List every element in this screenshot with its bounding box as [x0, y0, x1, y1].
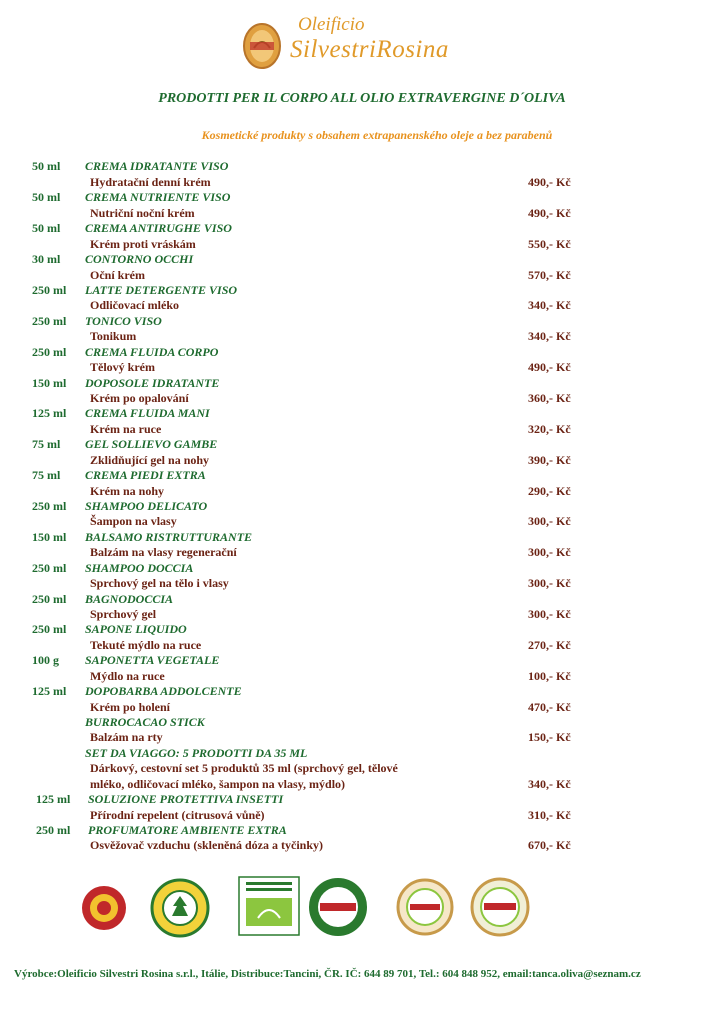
- product-desc-row: [0, 808, 724, 823]
- travel-set-name: SET DA VIAGGO: 5 PRODOTTI DA 35 ML: [85, 746, 308, 760]
- travel-set-name-row: [0, 746, 724, 761]
- travel-set-desc-2: mléko, odličovací mléko, šampon na vlasy, mýdlo): [90, 777, 346, 791]
- product-volume: 150 ml: [32, 376, 67, 390]
- certification-badges: [70, 872, 630, 942]
- product-name: CREMA FLUIDA MANI: [85, 406, 210, 420]
- product-volume: 250 ml: [32, 314, 67, 328]
- page-title: PRODOTTI PER IL CORPO ALL OLIO EXTRAVERGINE D´OLIVA: [158, 91, 566, 106]
- product-name: CREMA PIEDI EXTRA: [85, 468, 206, 482]
- product-desc-row: [0, 391, 724, 406]
- product-price: 300,- Kč: [528, 576, 571, 590]
- dop-seal-icon: [80, 884, 128, 932]
- product-name-row: [0, 622, 724, 637]
- product-name: PROFUMATORE AMBIENTE EXTRA: [88, 823, 287, 837]
- product-desc-row: [0, 422, 724, 437]
- product-name-row: [0, 159, 724, 174]
- product-price: 470,- Kč: [528, 700, 571, 714]
- igp-leaf-seal-icon: [150, 878, 210, 938]
- product-volume: 50 ml: [32, 221, 61, 235]
- product-desc: Tělový krém: [90, 360, 155, 374]
- olive-emblem-icon: [240, 18, 284, 72]
- product-price: 290,- Kč: [528, 484, 571, 498]
- product-volume: 250 ml: [32, 283, 67, 297]
- product-volume: 75 ml: [32, 437, 61, 451]
- product-price: 490,- Kč: [528, 360, 571, 374]
- product-name: SAPONE LIQUIDO: [85, 622, 187, 636]
- product-name-row: [0, 406, 724, 421]
- product-name: LATTE DETERGENTE VISO: [85, 283, 238, 297]
- product-price: 340,- Kč: [528, 298, 571, 312]
- product-desc-row: [0, 607, 724, 622]
- product-desc: Oční krém: [90, 268, 145, 282]
- product-name-row: [0, 221, 724, 236]
- product-name: BALSAMO RISTRUTTURANTE: [85, 530, 253, 544]
- product-name-row: [0, 530, 724, 545]
- product-volume: 125 ml: [32, 684, 67, 698]
- product-name: DOPOSOLE IDRATANTE: [85, 376, 220, 390]
- product-name-row: [0, 376, 724, 391]
- travel-set-desc-row: [0, 761, 724, 776]
- product-name: SOLUZIONE PROTETTIVA INSETTI: [88, 792, 284, 806]
- product-price: 340,- Kč: [528, 329, 571, 343]
- product-desc: Přírodní repelent (citrusová vůně): [90, 808, 265, 822]
- footer-contact: Výrobce:Oleificio Silvestri Rosina s.r.l., Itálie, Distribuce:Tancini, ČR. IČ: 644 89 701, Tel.: 604 848 952, email:tanca.oliva@seznam.cz: [14, 968, 641, 980]
- product-price: 570,- Kč: [528, 268, 571, 282]
- product-price: 300,- Kč: [528, 607, 571, 621]
- product-price: 390,- Kč: [528, 453, 571, 467]
- product-name: CREMA FLUIDA CORPO: [85, 345, 219, 359]
- product-desc: Nutriční noční krém: [90, 206, 195, 220]
- product-desc-row: [0, 638, 724, 653]
- product-name-row: [0, 190, 724, 205]
- product-desc: Krém po holení: [90, 700, 170, 714]
- product-desc: Balzám na vlasy regenerační: [90, 545, 237, 559]
- product-price: 100,- Kč: [528, 669, 571, 683]
- product-desc: Mýdlo na ruce: [90, 669, 165, 683]
- product-desc-row: [0, 360, 724, 375]
- product-desc-row: [0, 453, 724, 468]
- product-desc: Osvěžovač vzduchu (skleněná dóza a tyčinky): [90, 838, 324, 852]
- product-desc: Zklidňující gel na nohy: [90, 453, 210, 467]
- product-volume: 250 ml: [32, 499, 67, 513]
- product-price: 310,- Kč: [528, 808, 571, 822]
- product-name-row: [0, 314, 724, 329]
- product-name: CREMA NUTRIENTE VISO: [85, 190, 231, 204]
- product-name: BURROCACAO STICK: [85, 715, 205, 729]
- product-price: 300,- Kč: [528, 545, 571, 559]
- product-volume: 250 ml: [32, 622, 67, 636]
- product-name: SHAMPOO DELICATO: [85, 499, 208, 513]
- product-volume: 250 ml: [32, 345, 67, 359]
- product-desc: Krém proti vráskám: [90, 237, 196, 251]
- product-desc-row: [0, 700, 724, 715]
- product-name-row: [0, 499, 724, 514]
- eu-organic-leaf-icon: [238, 876, 300, 936]
- product-name: CREMA IDRATANTE VISO: [85, 159, 229, 173]
- product-name-row: [0, 345, 724, 360]
- brand-logo: [240, 14, 460, 74]
- product-desc-row: [0, 484, 724, 499]
- artisan-award-badge-icon: [470, 877, 530, 937]
- product-name: GEL SOLLIEVO GAMBE: [85, 437, 218, 451]
- product-volume: 125 ml: [32, 406, 67, 420]
- travel-set-desc-1: Dárkový, cestovní set 5 produktů 35 ml (sprchový gel, tělové: [90, 761, 398, 775]
- product-name: CONTORNO OCCHI: [85, 252, 194, 266]
- page-subtitle: Kosmetické produkty s obsahem extrapanenského oleje a bez parabenů: [201, 128, 553, 142]
- product-desc-row: [0, 514, 724, 529]
- product-price: 150,- Kč: [528, 730, 571, 744]
- product-name-row: [0, 715, 724, 730]
- product-volume: 50 ml: [32, 190, 61, 204]
- product-volume: 250 ml: [36, 823, 71, 837]
- product-volume: 250 ml: [32, 592, 67, 606]
- premio-medusa-badge-icon: [396, 878, 454, 936]
- product-name: TONICO VISO: [85, 314, 162, 328]
- product-desc-row: [0, 206, 724, 221]
- product-name-row: [0, 437, 724, 452]
- product-name-row: [0, 252, 724, 267]
- product-desc: Tekuté mýdlo na ruce: [90, 638, 202, 652]
- product-desc: Tonikum: [90, 329, 137, 343]
- travel-set-desc-row: [0, 777, 724, 792]
- product-desc: Krém po opalování: [90, 391, 189, 405]
- product-desc-row: [0, 298, 724, 313]
- product-price: 320,- Kč: [528, 422, 571, 436]
- product-name: DOPOBARBA ADDOLCENTE: [85, 684, 242, 698]
- product-desc: Balzám na rty: [90, 730, 163, 744]
- product-price: 490,- Kč: [528, 175, 571, 189]
- product-desc-row: [0, 545, 724, 560]
- product-name-row: [0, 468, 724, 483]
- product-desc-row: [0, 237, 724, 252]
- product-desc-row: [0, 669, 724, 684]
- product-price: 270,- Kč: [528, 638, 571, 652]
- product-name-row: [0, 792, 724, 807]
- travel-set-price: 340,- Kč: [528, 777, 571, 791]
- product-price: 670,- Kč: [528, 838, 571, 852]
- product-desc: Sprchový gel: [90, 607, 157, 621]
- product-price: 300,- Kč: [528, 514, 571, 528]
- product-volume: 30 ml: [32, 252, 61, 266]
- product-price: 550,- Kč: [528, 237, 571, 251]
- product-desc-row: [0, 175, 724, 190]
- product-desc-row: [0, 576, 724, 591]
- product-name: SAPONETTA VEGETALE: [85, 653, 220, 667]
- product-name-row: [0, 653, 724, 668]
- product-desc: Odličovací mléko: [90, 298, 179, 312]
- product-desc-row: [0, 838, 724, 853]
- product-desc: Krém na ruce: [90, 422, 162, 436]
- product-name: CREMA ANTIRUGHE VISO: [85, 221, 232, 235]
- product-desc: Krém na nohy: [90, 484, 165, 498]
- product-price: 360,- Kč: [528, 391, 571, 405]
- product-name-row: [0, 684, 724, 699]
- brand-line-2: SilvestriRosina: [290, 36, 449, 63]
- product-volume: 250 ml: [32, 561, 67, 575]
- product-name: BAGNODOCCIA: [85, 592, 174, 606]
- product-volume: 75 ml: [32, 468, 61, 482]
- product-volume: 50 ml: [32, 159, 61, 173]
- product-volume: 100 g: [32, 653, 59, 667]
- product-name-row: [0, 823, 724, 838]
- product-name-row: [0, 592, 724, 607]
- brand-line-1: Oleificio: [298, 14, 365, 35]
- product-desc: Sprchový gel na tělo i vlasy: [90, 576, 229, 590]
- product-desc-row: [0, 268, 724, 283]
- product-name-row: [0, 561, 724, 576]
- product-volume: 125 ml: [36, 792, 71, 806]
- product-price: 490,- Kč: [528, 206, 571, 220]
- product-desc: Hydratační denní krém: [90, 175, 211, 189]
- product-volume: 150 ml: [32, 530, 67, 544]
- product-name-row: [0, 283, 724, 298]
- gluten-free-badge-icon: [306, 875, 370, 939]
- product-desc-row: [0, 730, 724, 745]
- product-name: SHAMPOO DOCCIA: [85, 561, 194, 575]
- product-desc: Šampon na vlasy: [90, 514, 177, 528]
- product-desc-row: [0, 329, 724, 344]
